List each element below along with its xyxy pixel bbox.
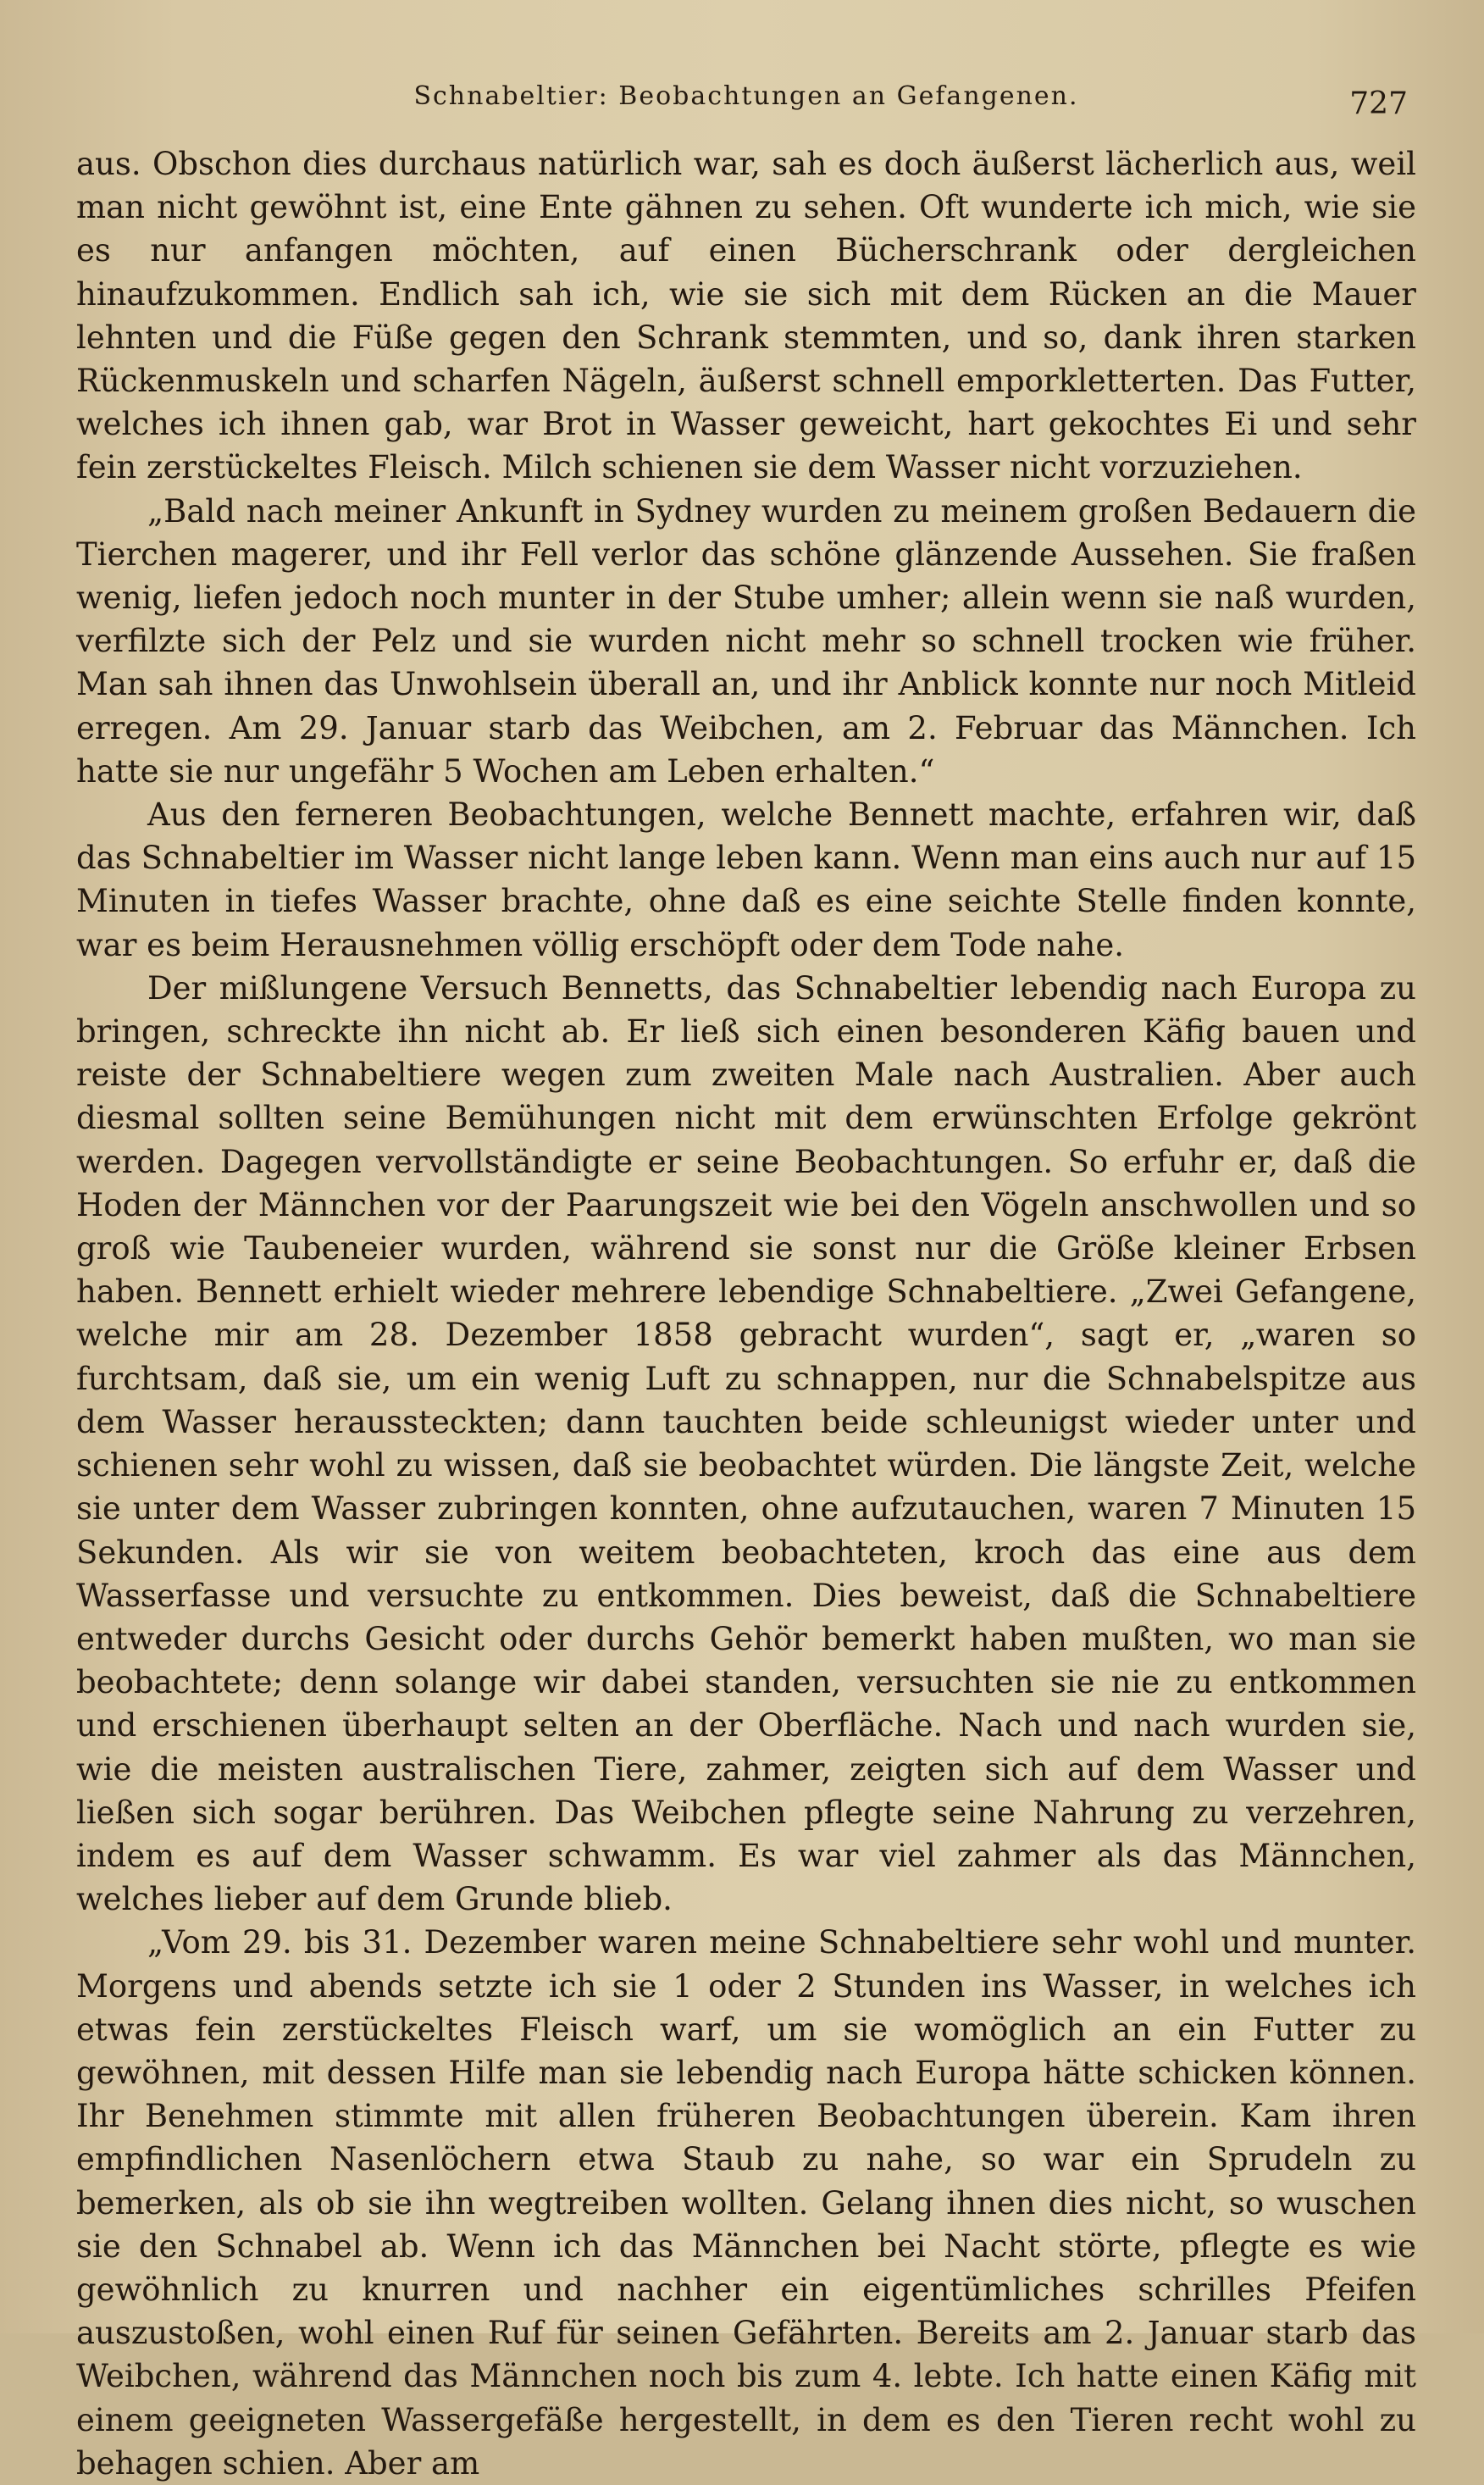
- page-number: 727: [1349, 86, 1408, 121]
- paragraph-3: Aus den ferneren Beobachtungen, welche Bennett machte, erfahren wir, daß das Schnabeltier im Wasser nicht lange leben kann. Wenn man eins auch nur auf 15 Minuten in tiefes Wasser brachte, ohne daß es eine seichte Stelle finden konnte, war es beim Herausnehmen völlig erschöpft oder dem Tode nahe.: [76, 796, 1416, 963]
- paragraph-2: „Bald nach meiner Ankunft in Sydney wurden zu meinem großen Bedauern die Tierchen magerer, und ihr Fell verlor das schöne glänzende Aussehen. Sie fraßen wenig, liefen jedoch noch munter in der Stube umher; allein wenn sie naß wurden, verfilzte sich der Pelz und sie wurden nicht mehr so schnell trocken wie früher. Man sah ihnen das Unwohlsein überall an, und ihr Anblick konnte nur noch Mitleid erregen. Am 29. Januar starb das Weibchen, am 2. Februar das Männchen. Ich hatte sie nur ungefähr 5 Wochen am Leben erhalten.“: [76, 492, 1416, 790]
- paragraph-1: aus. Obschon dies durchaus natürlich war, sah es doch äußerst lächerlich aus, weil man nicht gewöhnt ist, eine Ente gähnen zu sehen. Oft wunderte ich mich, wie sie es nur anfangen möchten, auf einen Bücherschrank oder dergleichen hinaufzukommen. Endlich sah ich, wie sie sich mit dem Rücken an die Mauer lehnten und die Füße gegen den Schrank stemmten, und so, dank ihren starken Rückenmuskeln und scharfen Nägeln, äußerst schnell emporkletterten. Das Futter, welches ich ihnen gab, war Brot in Wasser geweicht, hart gekochtes Ei und sehr fein zerstückeltes Fleisch. Milch schienen sie dem Wasser nicht vorzuziehen.: [76, 146, 1416, 486]
- running-head-title: Schnabeltier: Beobachtungen an Gefangenen.: [413, 81, 1079, 111]
- paragraph-4: Der mißlungene Versuch Bennetts, das Schnabeltier lebendig nach Europa zu bringen, schreckte ihn nicht ab. Er ließ sich einen besonderen Käfig bauen und reiste der Schnabeltiere wegen zum zweiten Male nach Australien. Aber auch diesmal sollten seine Bemühungen nicht mit dem erwünschten Erfolge gekrönt werden. Dagegen vervollständigte er seine Beobachtungen. So erfuhr er, daß die Hoden der Männchen vor der Paarungszeit wie bei den Vögeln anschwollen und so groß wie Taubeneier wurden, während sie sonst nur die Größe kleiner Erbsen haben. Bennett erhielt wieder mehrere lebendige Schnabeltiere. „Zwei Gefangene, welche mir am 28. Dezember 1858 gebracht wurden“, sagt er, „waren so furchtsam, daß sie, um ein wenig Luft zu schnappen, nur die Schnabelspitze aus dem Wasser heraussteckten; dann tauchten beide schleunigst wieder unter und schienen sehr wohl zu wissen, daß sie beobachtet würden. Die längste Zeit, welche sie unter dem Wasser zubringen konnten, ohne aufzutauchen, waren 7 Minuten 15 Sekunden. Als wir sie von weitem beobachteten, kroch das eine aus dem Wasserfasse und versuchte zu entkommen. Dies beweist, daß die Schnabeltiere entweder durchs Gesicht oder durchs Gehör bemerkt haben mußten, wo man sie beobachtete; denn solange wir dabei standen, versuchten sie nie zu entkommen und erschienen überhaupt selten an der Oberfläche. Nach und nach wurden sie, wie die meisten australischen Tiere, zahmer, zeigten sich auf dem Wasser und ließen sich sogar berühren. Das Weibchen pflegte seine Nahrung zu verzehren, indem es auf dem Wasser schwamm. Es war viel zahmer als das Männchen, welches lieber auf dem Grunde blieb.: [76, 969, 1416, 1918]
- body-text: [76, 142, 1416, 2485]
- running-head: [76, 81, 1416, 125]
- paragraph-5: „Vom 29. bis 31. Dezember waren meine Schnabeltiere sehr wohl und munter. Morgens und abends setzte ich sie 1 oder 2 Stunden ins Wasser, in welches ich etwas fein zerstückeltes Fleisch warf, um sie womöglich an ein Futter zu gewöhnen, mit dessen Hilfe man sie lebendig nach Europa hätte schicken können. Ihr Benehmen stimmte mit allen früheren Beobachtungen überein. Kam ihren empfindlichen Nasenlöchern etwa Staub zu nahe, so war ein Sprudeln zu bemerken, als ob sie ihn wegtreiben wollten. Gelang ihnen dies nicht, so wuschen sie den Schnabel ab. Wenn ich das Männchen bei Nacht störte, pflegte es wie gewöhnlich zu knurren und nachher ein eigentümliches schrilles Pfeifen auszustoßen, wohl einen Ruf für seinen Gefährten. Bereits am 2. Januar starb das Weibchen, während das Männchen noch bis zum 4. lebte. Ich hatte einen Käfig mit einem geeigneten Wassergefäße hergestellt, in dem es den Tieren recht wohl zu behagen schien. Aber am: [76, 1924, 1416, 2482]
